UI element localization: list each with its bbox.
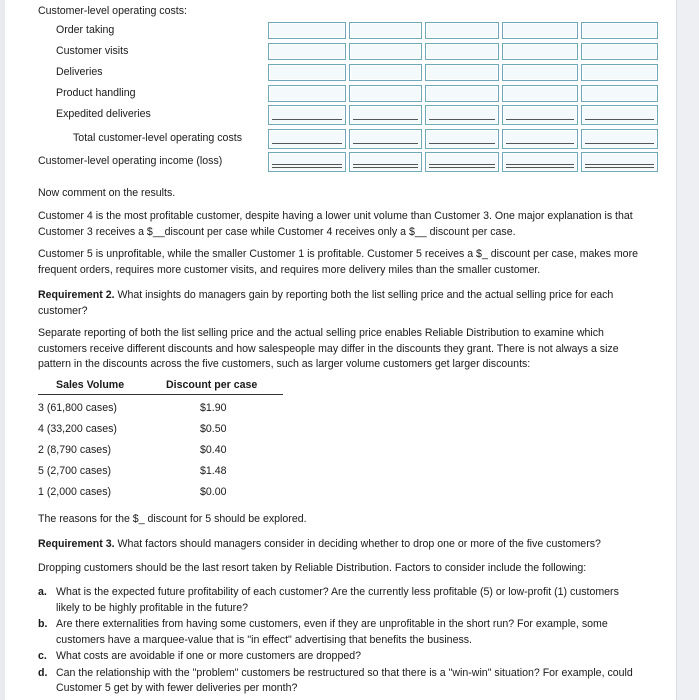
page-edge-left [0,0,5,700]
answer-input-customer-2[interactable] [349,22,422,39]
cost-row-label: Order taking [56,23,115,36]
answer-input-customer-1[interactable] [268,152,346,172]
answer-input-customer-1[interactable] [268,129,346,149]
cost-row-label: Expedited deliveries [56,108,151,120]
list-item [38,617,638,648]
answer-input-customer-2[interactable] [349,152,422,172]
answer-input-customer-5[interactable] [581,43,658,60]
sales-volume-cell: 3 (61,800 cases) [38,402,117,414]
answer-input-customer-4[interactable] [502,64,578,81]
answer-input-customer-1[interactable] [268,22,346,39]
paragraph-dropping-customers: Dropping customers should be the last resort taken by Reliable Distribution. Factors to consider include the following: [38,562,587,574]
answer-input-customer-2[interactable] [349,129,422,149]
requirement-3 [38,537,601,553]
answer-input-customer-3[interactable] [425,85,499,102]
page-edge-right [676,0,699,700]
header-discount-per-case: Discount per case [166,379,258,391]
factors-list [38,585,638,698]
paragraph-customer-4: Customer 4 is the most profitable customer, despite having a lower unit volume than Customer 3. One major explanation is that Customer 3 receives a $__discount per case while Customer 4 receives only a $__ discount per case. [38,210,633,238]
sales-volume-cell: 1 (2,000 cases) [38,486,112,498]
answer-input-customer-3[interactable] [425,129,499,149]
discount-cell: $1.90 [200,402,227,414]
list-item [38,649,638,665]
answer-input-customer-4[interactable] [502,105,578,125]
answer-input-customer-2[interactable] [349,64,422,81]
answer-input-customer-2[interactable] [349,43,422,60]
list-item [38,666,638,697]
sales-volume-cell: 2 (8,790 cases) [38,444,112,456]
paragraph-separate-reporting: Separate reporting of both the list selling price and the actual selling price enables Reliable Distribution to examine which customers receive different discounts and how salespeople may differ in the discounts they grant. There is not always a size pattern in the discounts across the five customers, such as larger volume customers get larger discounts: [38,327,619,370]
discount-cell: $1.48 [200,465,227,477]
discount-cell: $0.00 [200,486,227,498]
cost-row-label: Deliveries [56,65,103,78]
table-header-rule [38,394,283,395]
cost-section-heading: Customer-level operating costs: [38,5,187,17]
reasons-text: The reasons for the $_ discount for 5 should be explored. [38,513,307,525]
answer-input-customer-3[interactable] [425,43,499,60]
list-marker: a. [38,586,47,598]
answer-input-customer-4[interactable] [502,43,578,60]
answer-input-customer-1[interactable] [268,85,346,102]
list-text: What is the expected future profitability of each customer? Are the currently less profitable (5) or low-profit (1) customers likely to be highly profitable in the future? [56,586,619,614]
cost-row-label: Product handling [56,86,136,99]
list-marker: b. [38,618,48,630]
answer-input-customer-4[interactable] [502,85,578,102]
answer-input-customer-4[interactable] [502,152,578,172]
discount-cell: $0.50 [200,423,227,435]
answer-input-customer-3[interactable] [425,64,499,81]
answer-input-customer-2[interactable] [349,85,422,102]
answer-input-customer-1[interactable] [268,64,346,81]
requirement-3-text: What factors should managers consider in deciding whether to drop one or more of the five customers? [114,538,601,550]
sales-volume-cell: 5 (2,700 cases) [38,465,112,477]
cost-row-label: Customer-level operating income (loss) [38,155,223,167]
list-text: Can the relationship with the "problem" customers be restructured so that there is a "win-win" situation? For example, could Customer 5 get by with fewer deliveries per month? [56,666,633,694]
answer-input-customer-3[interactable] [425,105,499,125]
requirement-2-label: Requirement 2. [38,289,115,301]
paragraph-customer-5: Customer 5 is unprofitable, while the smaller Customer 1 is profitable. Customer 5 receives a $_ discount per case, makes more frequent orders, requires more customer visits, and requires more delivery miles than the smaller customer. [38,248,638,276]
answer-input-customer-4[interactable] [502,129,578,149]
answer-input-customer-4[interactable] [502,22,578,39]
answer-input-customer-2[interactable] [349,105,422,125]
answer-input-customer-1[interactable] [268,105,346,125]
header-sales-volume: Sales Volume [56,379,125,391]
answer-input-customer-3[interactable] [425,152,499,172]
sales-volume-cell: 4 (33,200 cases) [38,423,117,435]
answer-input-customer-3[interactable] [425,22,499,39]
list-marker: d. [38,666,48,679]
requirement-3-label: Requirement 3. [38,538,115,550]
comment-heading: Now comment on the results. [38,187,176,199]
list-item [38,585,638,616]
answer-input-customer-5[interactable] [581,129,658,149]
answer-input-customer-5[interactable] [581,105,658,125]
requirement-2 [38,288,638,319]
list-marker: c. [38,650,47,662]
list-text: What costs are avoidable if one or more customers are dropped? [56,650,362,662]
answer-input-customer-5[interactable] [581,22,658,39]
requirement-2-text: What insights do managers gain by reporting both the list selling price and the actual selling price for each customer? [38,289,614,317]
answer-input-customer-5[interactable] [581,64,658,81]
answer-input-customer-5[interactable] [581,152,658,172]
cost-row-label: Customer visits [56,44,129,57]
answer-input-customer-1[interactable] [268,43,346,60]
cost-row-label: Total customer-level operating costs [73,132,242,144]
answer-input-customer-5[interactable] [581,85,658,102]
discount-cell: $0.40 [200,444,227,456]
list-text: Are there externalities from having some customers, even if they are unprofitable in the short run? For example, some customers have a marquee-value that is "in effect" advertising that benefits the business. [56,618,608,646]
